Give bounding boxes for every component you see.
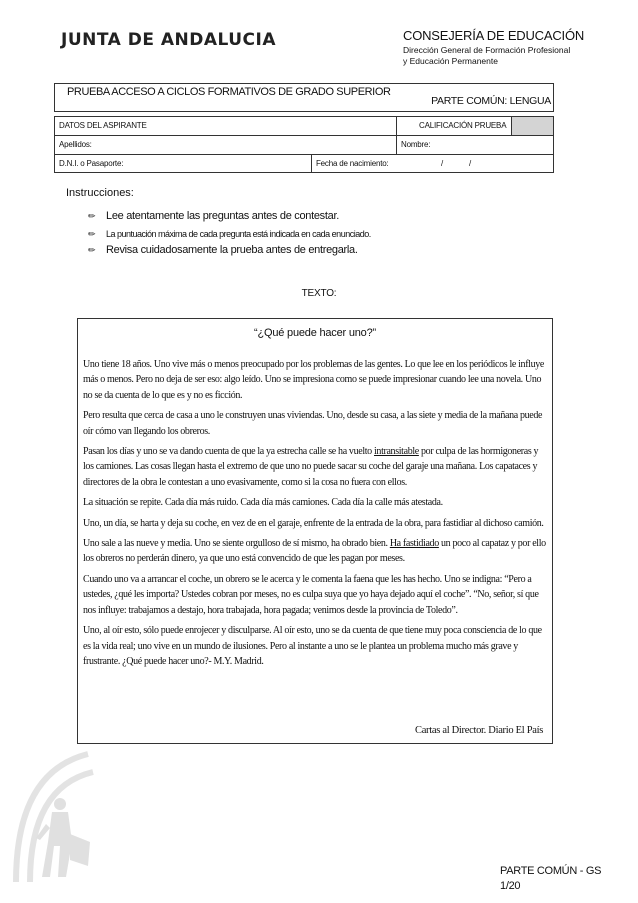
paragraph: Pero resulta que cerca de casa a uno le construyen unas viviendas. Uno, desde su casa, a las siete y media de la mañana puede oír cómo van llegando los obreros. [83, 410, 543, 437]
nombre-field[interactable]: Nombre: [401, 140, 431, 149]
exam-title: PRUEBA ACCESO A CICLOS FORMATIVOS DE GRADO SUPERIOR [67, 86, 391, 98]
underlined-word: Ha fastidiado [389, 538, 439, 550]
pencil-bullet-icon: ✏ [88, 211, 96, 221]
instruction-item-2: La puntuación máxima de cada pregunta está indicada en cada enunciado. [106, 229, 371, 239]
andalucia-emblem-icon [8, 742, 103, 892]
table-row-names [55, 136, 553, 155]
paragraph: Uno sale a las nueve y media. Uno se siente orgulloso de sí mismo, ha obrado bien. Ha fastidiado un poco al capataz y por ello los obreros no perderán dinero, ya que uno está convencido de que les pagan por meses. [83, 538, 546, 565]
paragraph: La situación se repite. Cada día más ruido. Cada día más camiones. Cada día la calle más atestada. [83, 497, 443, 509]
reading-body [83, 357, 549, 674]
datos-label: DATOS DEL ASPIRANTE [59, 121, 147, 130]
junta-andalucia-logo: JUNTA DE ANDALUCIA [61, 30, 276, 50]
dni-field[interactable]: D.N.I. o Pasaporte: [59, 159, 124, 168]
texto-label: TEXTO: [301, 288, 337, 299]
directorate [403, 45, 603, 67]
directorate-line-2: y Educación Permanente [403, 56, 498, 66]
candidate-data-table [54, 116, 554, 173]
paragraph: Pasan los días y uno se va dando cuenta de que la ya estrecha calle se ha vuelto intransitable por culpa de las hormigoneras y los camiones. Las cosas llegan hasta el extremo de que uno no puede sacar su coche del garaje una mañana. Los capataces y directores de la obra le contestan a uno evasivamente, como si la cosa no fuera con ellos. [83, 446, 539, 488]
exam-part: PARTE COMÚN: LENGUA [431, 95, 551, 107]
paragraph: Uno tiene 18 años. Uno vive más o menos preocupado por los problemas de las gentes. Lo que lee en los periódicos le influye más o menos. Pero no deja de ser eso: algo leído. Uno se impresiona como se puede impresionar cuando lee una novela. Uno no se da cuenta de lo que es y no es ficción. [83, 359, 544, 401]
pencil-bullet-icon: ✏ [88, 245, 96, 255]
page-number: 1/20 [500, 880, 521, 892]
paragraph: Cuando uno va a arrancar el coche, un obrero se le acerca y le comenta la faena que les has hecho. Uno se indigna: “Pero a ustedes, ¿qué les importa? Ustedes cobran por meses, no es culpa suya que yo haya dejado aquí el coche”. “No, señor, sí que nos influye: trabajamos a destajo, hora trabajada, hora pagada; venimos desde la provincia de Toledo”. [83, 573, 539, 616]
pencil-bullet-icon: ✏ [88, 229, 96, 239]
ministry-title: CONSEJERÍA DE EDUCACIÓN [403, 28, 585, 43]
instruction-item-3: Revisa cuidadosamente la prueba antes de entregarla. [106, 244, 358, 256]
reading-source: Cartas al Director. Diario El País [414, 725, 543, 736]
directorate-line-1: Dirección General de Formación Profesional [403, 45, 571, 55]
reading-title: “¿Qué puede hacer uno?” [254, 327, 376, 339]
paragraph: Uno, al oír esto, sólo puede enrojecer y disculparse. Al oír esto, uno se da cuenta de que tiene muy poca consciencia de lo que es la vida real; uno vive en un mundo de ilusiones. Pero al instante a uno se le plantea un problema mucho más grave y frustrante. ¿Qué puede hacer uno?- M.Y. Madrid. [83, 625, 542, 667]
footer-part: PARTE COMÚN - GS [500, 865, 602, 877]
page-footer [500, 864, 601, 894]
underlined-word: intransitable [373, 446, 419, 458]
table-row-header [55, 117, 553, 136]
calificacion-label: CALIFICACIÓN PRUEBA [419, 121, 507, 130]
table-row-dni [55, 155, 553, 174]
fecha-field[interactable]: Fecha de nacimiento: [316, 159, 389, 168]
apellidos-field[interactable]: Apellidos: [59, 140, 92, 149]
instructions-heading: Instrucciones: [66, 187, 134, 199]
date-separator-2: / [469, 159, 472, 168]
instruction-item-1: Lee atentamente las preguntas antes de contestar. [106, 210, 339, 222]
date-separator-1: / [441, 159, 444, 168]
paragraph: Uno, un día, se harta y deja su coche, en vez de en el garaje, enfrente de la entrada de la obra, para fastidiar al dichoso camión. [83, 517, 544, 529]
calificacion-field[interactable] [512, 117, 553, 135]
